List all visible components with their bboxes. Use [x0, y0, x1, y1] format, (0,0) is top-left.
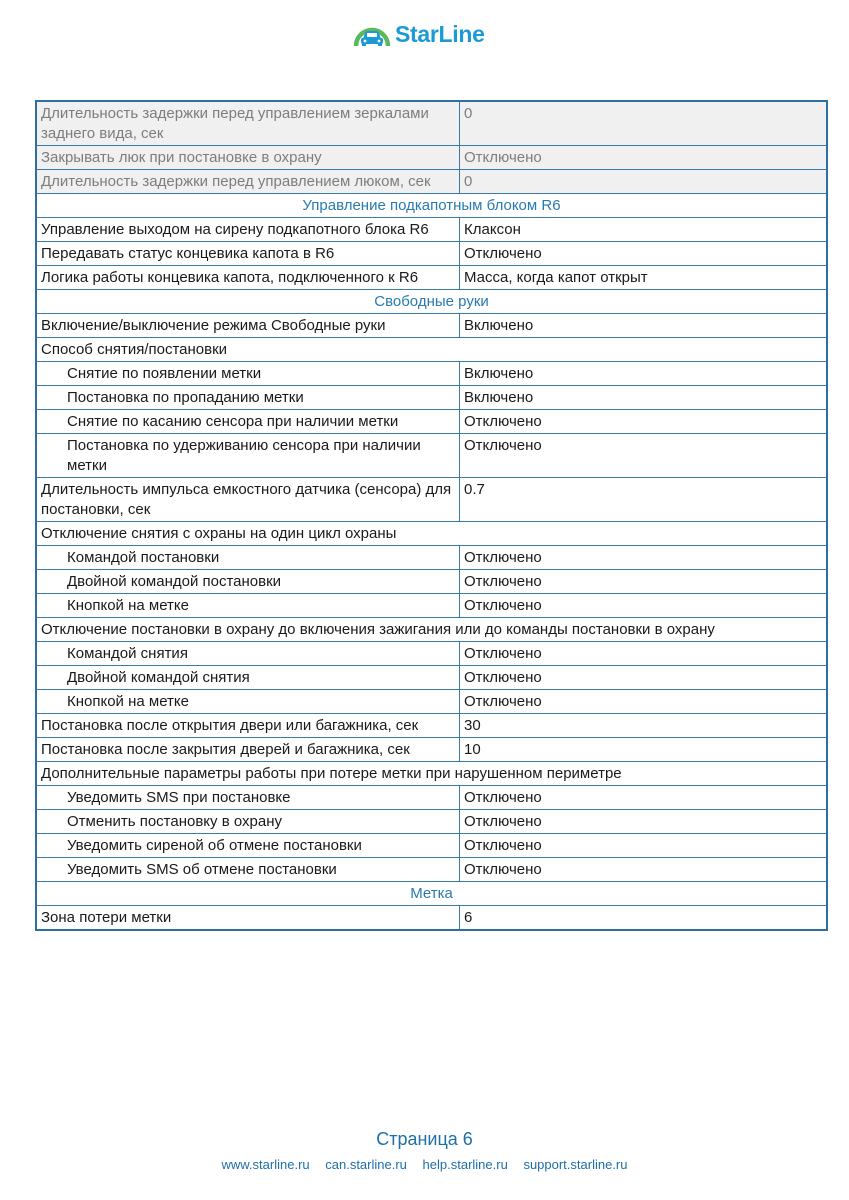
group-title: Дополнительные параметры работы при потере метки при нарушенном периметре: [36, 762, 827, 786]
param-name: Уведомить сиреной об отмене постановки: [36, 834, 460, 858]
table-row: [36, 362, 827, 386]
param-name: Постановка после закрытия дверей и багажника, сек: [36, 738, 460, 762]
param-name: Командой снятия: [36, 642, 460, 666]
group-title: Способ снятия/постановки: [36, 338, 827, 362]
param-name: Управление выходом на сирену подкапотного блока R6: [36, 218, 460, 242]
param-value: Отключено: [460, 834, 828, 858]
param-name: Кнопкой на метке: [36, 690, 460, 714]
param-name: Длительность задержки перед управлением зеркалами заднего вида, сек: [36, 101, 460, 146]
section-header-row: [36, 290, 827, 314]
car-arc-icon: [352, 21, 392, 47]
table-row: [36, 906, 827, 931]
link-help[interactable]: help.starline.ru: [422, 1157, 508, 1172]
param-value: 0: [460, 170, 828, 194]
param-name: Длительность импульса емкостного датчика (сенсора) для постановки, сек: [36, 478, 460, 522]
param-value: 6: [460, 906, 828, 931]
table-row: [36, 714, 827, 738]
param-value: Отключено: [460, 786, 828, 810]
param-name: Двойной командой снятия: [36, 666, 460, 690]
table-row: [36, 434, 827, 478]
param-name: Длительность задержки перед управлением люком, сек: [36, 170, 460, 194]
param-value: Отключено: [460, 858, 828, 882]
param-value: 10: [460, 738, 828, 762]
param-name: Передавать статус концевика капота в R6: [36, 242, 460, 266]
table-row: [36, 786, 827, 810]
table-row: [36, 858, 827, 882]
group-header-row: [36, 762, 827, 786]
table-row: [36, 810, 827, 834]
param-value: Отключено: [460, 642, 828, 666]
table-row: [36, 314, 827, 338]
section-header-row: [36, 882, 827, 906]
logo-text: StarLine: [395, 20, 485, 47]
param-name: Уведомить SMS при постановке: [36, 786, 460, 810]
param-name: Кнопкой на метке: [36, 594, 460, 618]
settings-table: [35, 100, 828, 931]
section-header-row: [36, 194, 827, 218]
section-title: Управление подкапотным блоком R6: [36, 194, 827, 218]
param-name: Командой постановки: [36, 546, 460, 570]
param-name: Включение/выключение режима Свободные руки: [36, 314, 460, 338]
param-value: Отключено: [460, 242, 828, 266]
param-name: Уведомить SMS об отмене постановки: [36, 858, 460, 882]
table-row: [36, 101, 827, 146]
param-value: Включено: [460, 386, 828, 410]
group-title: Отключение снятия с охраны на один цикл охраны: [36, 522, 827, 546]
table-row: [36, 834, 827, 858]
table-row: [36, 478, 827, 522]
table-row: [36, 242, 827, 266]
param-value: Включено: [460, 362, 828, 386]
page-number: Страница 6: [376, 1129, 473, 1149]
table-row: [36, 410, 827, 434]
table-row: [36, 642, 827, 666]
table-row: [36, 738, 827, 762]
param-value: Клаксон: [460, 218, 828, 242]
table-row: [36, 546, 827, 570]
param-name: Закрывать люк при постановке в охрану: [36, 146, 460, 170]
link-www[interactable]: www.starline.ru: [221, 1157, 310, 1172]
table-row: [36, 594, 827, 618]
param-name: Логика работы концевика капота, подключенного к R6: [36, 266, 460, 290]
param-value: Отключено: [460, 410, 828, 434]
table-row: [36, 570, 827, 594]
section-title: Метка: [36, 882, 827, 906]
link-support[interactable]: support.starline.ru: [523, 1157, 628, 1172]
param-name: Постановка по пропаданию метки: [36, 386, 460, 410]
table-row: [36, 170, 827, 194]
param-value: 0.7: [460, 478, 828, 522]
param-value: Включено: [460, 314, 828, 338]
param-name: Отменить постановку в охрану: [36, 810, 460, 834]
param-value: Масса, когда капот открыт: [460, 266, 828, 290]
param-name: Постановка после открытия двери или багажника, сек: [36, 714, 460, 738]
param-value: Отключено: [460, 546, 828, 570]
table-row: [36, 666, 827, 690]
param-name: Постановка по удерживанию сенсора при наличии метки: [36, 434, 460, 478]
param-name: Снятие по касанию сенсора при наличии метки: [36, 410, 460, 434]
table-row: [36, 690, 827, 714]
group-title: Отключение постановки в охрану до включения зажигания или до команды постановки в охрану: [36, 618, 827, 642]
param-value: Отключено: [460, 146, 828, 170]
section-title: Свободные руки: [36, 290, 827, 314]
param-name: Снятие по появлении метки: [36, 362, 460, 386]
table-row: [36, 146, 827, 170]
param-value: Отключено: [460, 810, 828, 834]
group-header-row: [36, 522, 827, 546]
param-name: Зона потери метки: [36, 906, 460, 931]
param-value: Отключено: [460, 690, 828, 714]
param-value: Отключено: [460, 434, 828, 478]
table-row: [36, 266, 827, 290]
link-can[interactable]: can.starline.ru: [325, 1157, 407, 1172]
param-value: Отключено: [460, 570, 828, 594]
param-value: 30: [460, 714, 828, 738]
group-header-row: [36, 338, 827, 362]
param-value: 0: [460, 101, 828, 146]
param-value: Отключено: [460, 594, 828, 618]
table-row: [36, 386, 827, 410]
param-value: Отключено: [460, 666, 828, 690]
starline-logo: [352, 20, 485, 48]
param-name: Двойной командой постановки: [36, 570, 460, 594]
footer-links: [0, 1157, 849, 1172]
group-header-row: [36, 618, 827, 642]
table-row: [36, 218, 827, 242]
